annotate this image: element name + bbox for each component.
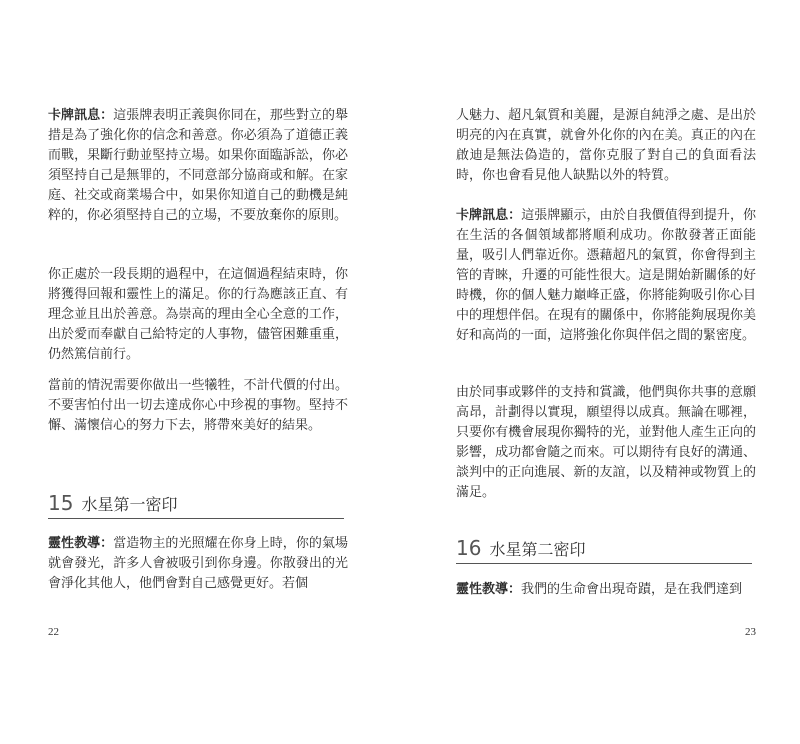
spiritual-teaching-label: 靈性教導： [456, 582, 522, 597]
spiritual-teaching-paragraph [48, 534, 348, 594]
spiritual-teaching-text: 當造物主的光照耀在你身上時，你的氣場就會發光，許多人會被吸引到你身邊。你散發出的光會淨化其他人，他們會對自己感覺更好。若個 [48, 536, 348, 591]
card-message-paragraph [456, 206, 756, 346]
card-message-text: 這張牌表明正義與你同在，那些對立的舉措是為了強化你的信念和善意。你必須為了道德正義而戰，果斷行動並堅持立場。如果你面臨訴訟，你必須堅持自己是無罪的，不同意部分協商或和解。在家庭、社交或商業場合中，如果你知道自己的動機是純粹的，你必須堅持自己的立場，不要放棄你的原則。 [48, 108, 348, 223]
card-message-text: 這張牌顯示，由於自我價值得到提升，你在生活的各個領域都將順利成功。你散發著正面能量，吸引人們靠近你。憑藉超凡的氣質，你會得到主管的青睞，升遷的可能性很大。這是開始新關係的好時機，你的個人魅力巔峰正盛，你將能夠吸引你心目中的理想伴侶。在現有的關係中，你將能夠展現你美好和高尚的一面，這將強化你與伴侶之間的緊密度。 [456, 208, 756, 343]
card-message-label: 卡牌訊息： [48, 108, 114, 123]
card-message-paragraph [48, 106, 348, 226]
body-paragraph: 當前的情況需要你做出一些犧牲，不計代價的付出。不要害怕付出一切去達成你心中珍視的事物。堅持不懈、滿懷信心的努力下去，將帶來美好的結果。 [48, 378, 348, 433]
card-message-label: 卡牌訊息： [456, 208, 522, 223]
section-heading [48, 491, 344, 519]
section-number: 16 [456, 536, 482, 560]
section-heading [456, 536, 752, 564]
section-title: 水星第二密印 [489, 540, 586, 559]
page-number: 23 [745, 626, 756, 638]
spiritual-teaching-text: 我們的生命會出現奇蹟，是在我們達到 [521, 582, 743, 597]
body-paragraph: 人魅力、超凡氣質和美麗，是源自純淨之處、是出於明亮的內在真實，就會外化你的內在美。真正的內在啟迪是無法偽造的，當你克服了對自己的負面看法時，你也會看見他人缺點以外的特質。 [456, 108, 756, 183]
section-number: 15 [48, 491, 74, 515]
body-paragraph: 你正處於一段長期的過程中，在這個過程結束時，你將獲得回報和靈性上的滿足。你的行為應該正直、有理念並且出於善意。為崇高的理由全心全意的工作，出於愛而奉獻自己給特定的人事物，儘管困難重重，仍然篤信前行。 [48, 267, 348, 362]
section-title: 水星第一密印 [81, 495, 178, 514]
spiritual-teaching-paragraph [456, 580, 756, 600]
page-number: 22 [48, 626, 59, 638]
body-paragraph: 由於同事或夥伴的支持和賞識，他們與你共事的意願高昂，計劃得以實現，願望得以成真。無論在哪裡，只要你有機會展現你獨特的光，並對他人產生正向的影響，成功都會隨之而來。可以期待有良好的溝通、談判中的正向進展、新的友誼，以及精神或物質上的滿足。 [456, 385, 756, 500]
spiritual-teaching-label: 靈性教導： [48, 536, 114, 551]
